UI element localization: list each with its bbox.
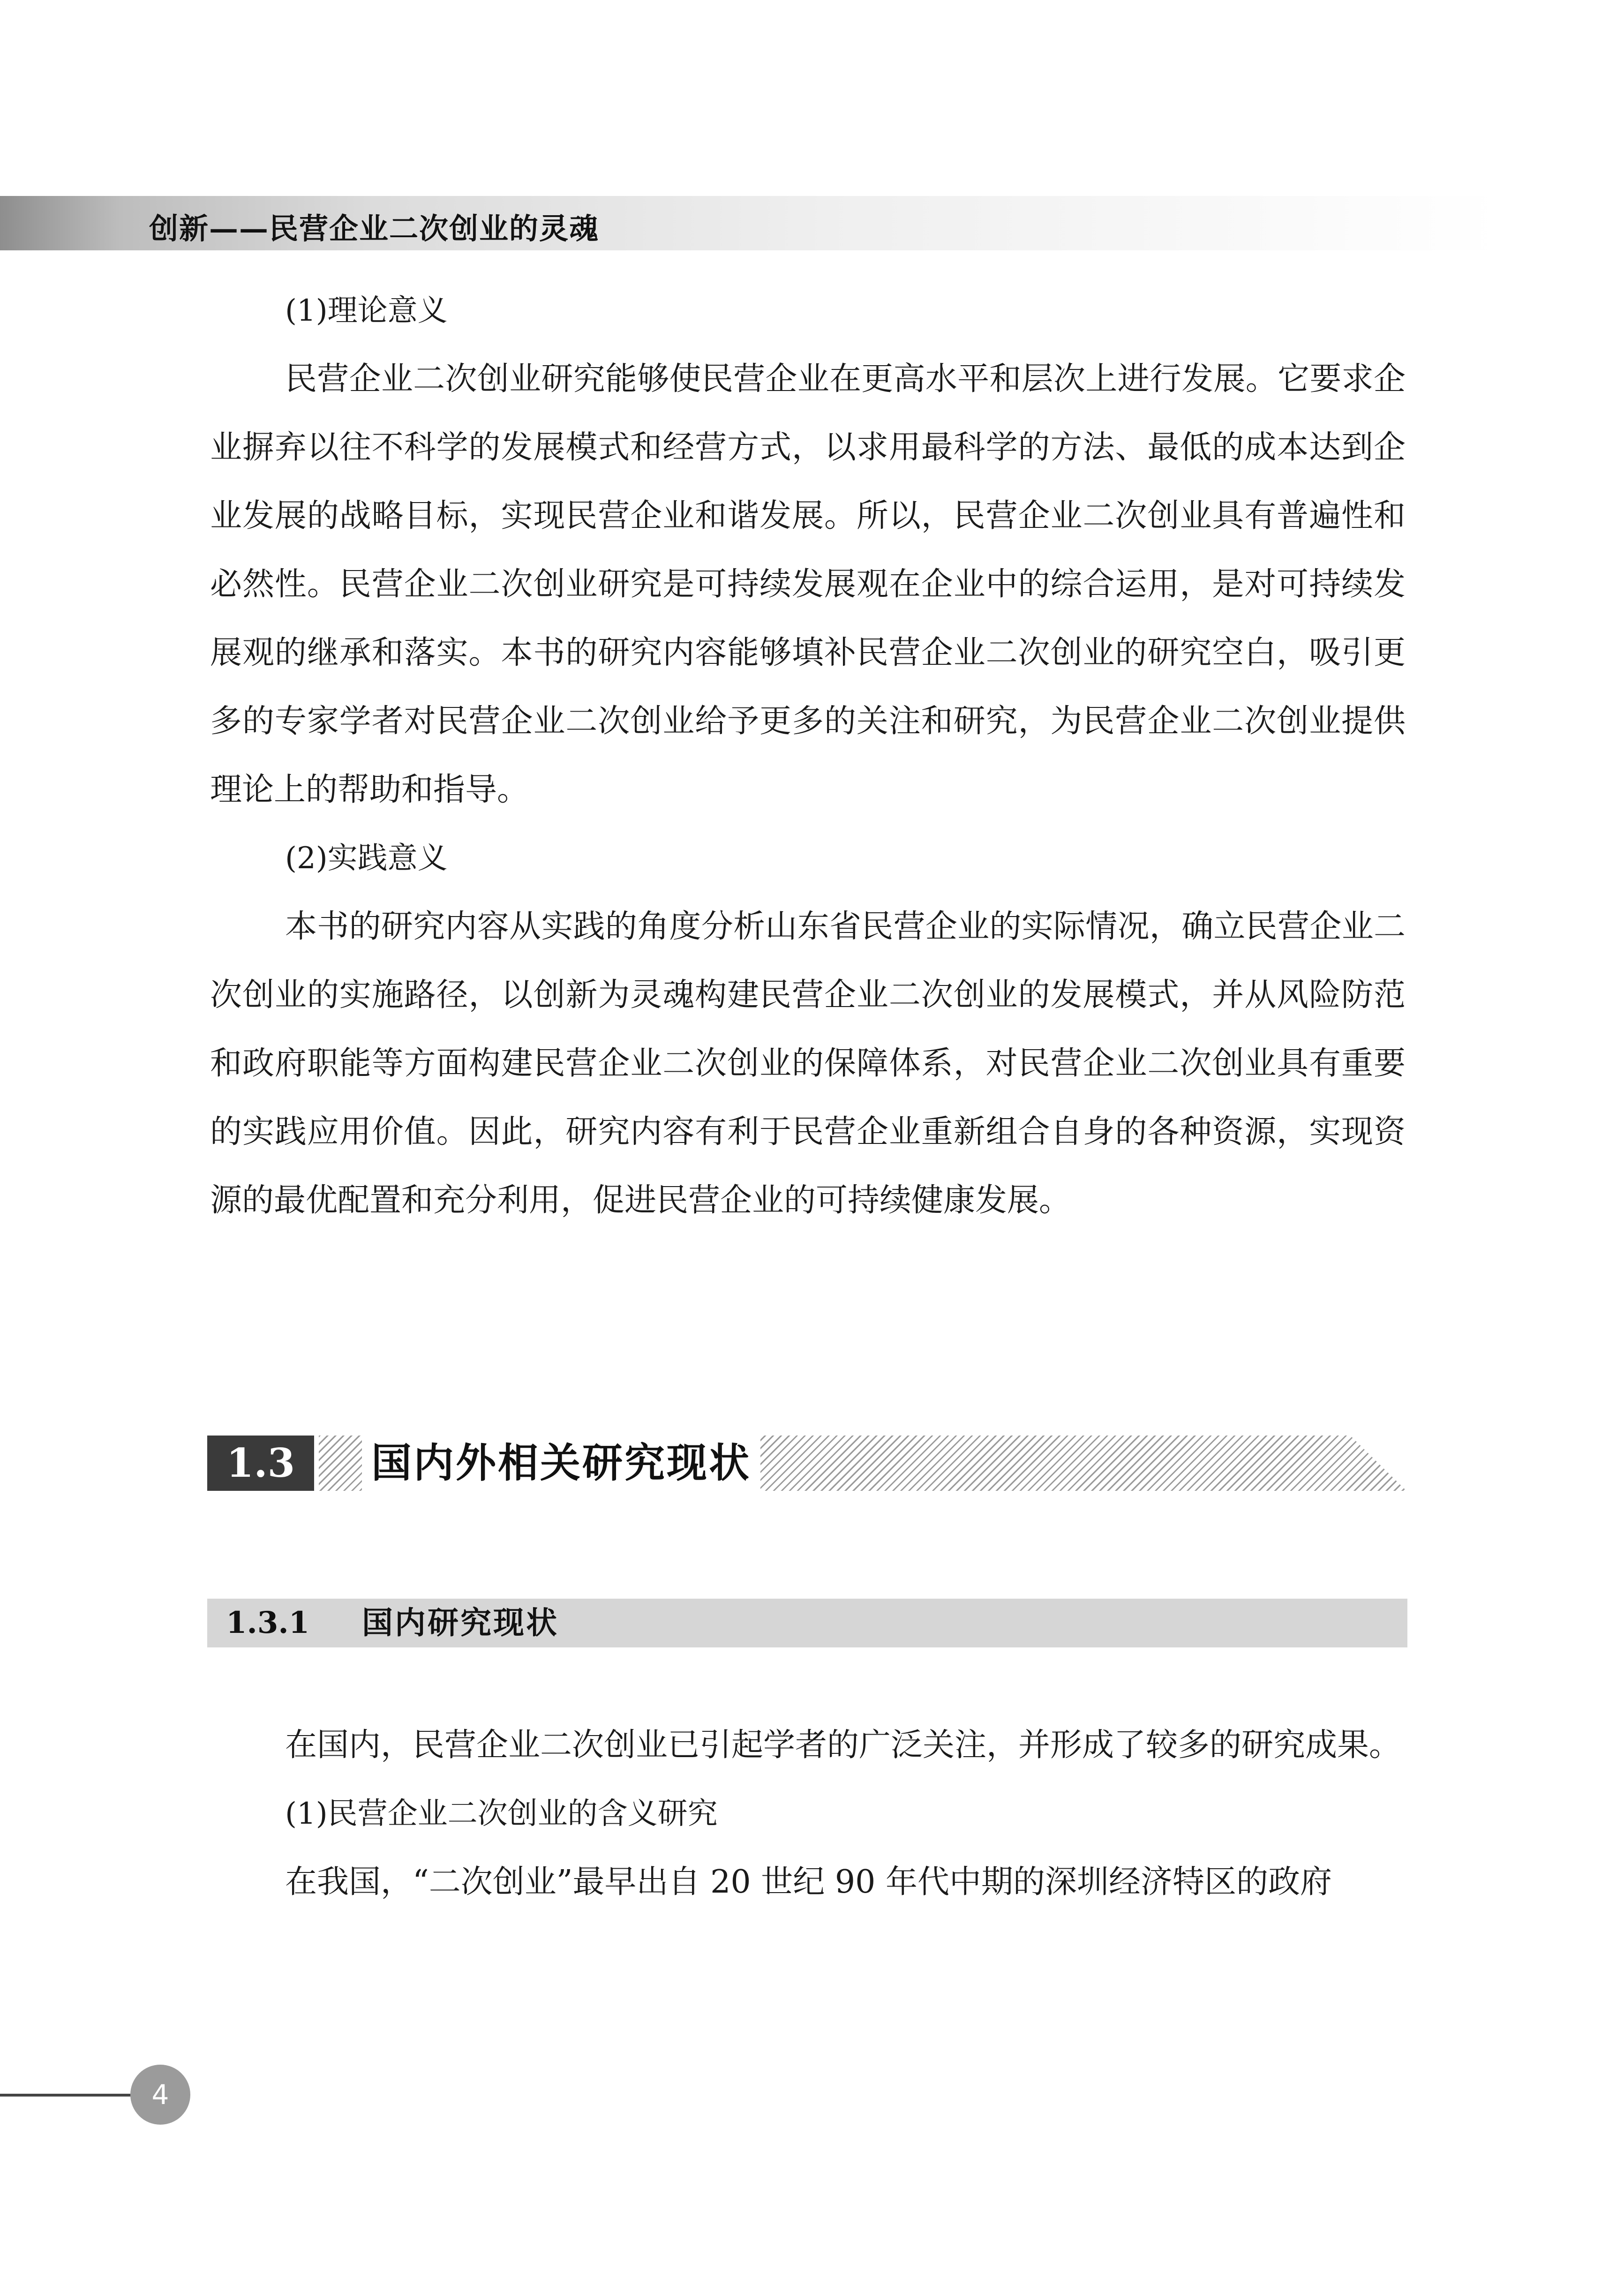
subsection-text-block (210, 1711, 1406, 1917)
paragraph-practical: 本书的研究内容从实践的角度分析山东省民营企业的实际情况，确立民营企业二次创业的实施路径，以创新为灵魂构建民营企业二次创业的发展模式，并从风险防范和政府职能等方面构建民营企业二次创业的保障体系，对民营企业二次创业具有重要的实践应用价值。因此，研究内容有利于民营企业重新组合自身的各种资源，实现资源的最优配置和充分利用，促进民营企业的可持续健康发展。 (210, 908, 1406, 1219)
section-title-1-3: 国内外相关研究现状 (362, 1436, 760, 1491)
main-text-block (210, 277, 1406, 1235)
item-label-practical: (2)实践意义 (285, 841, 448, 876)
paragraph-theoretical: 民营企业二次创业研究能够使民营企业在更高水平和层次上进行发展。它要求企业摒弃以往不科学的发展模式和经营方式，以求用最科学的方法、最低的成本达到企业发展的战略目标，实现民营企业和谐发展。所以，民营企业二次创业具有普遍性和必然性。民营企业二次创业研究是可持续发展观在企业中的综合运用，是对可持续发展观的继承和落实。本书的研究内容能够填补民营企业二次创业的研究空白，吸引更多的专家学者对民营企业二次创业给予更多的关注和研究，为民营企业二次创业提供理论上的帮助和指导。 (210, 361, 1406, 808)
subsection-number-1-3-1: 1.3.1 (226, 1605, 310, 1640)
section-number-1-3: 1.3 (207, 1436, 314, 1491)
paragraph-meaning-research: 在我国，“二次创业”最早出自 20 世纪 90 年代中期的深圳经济特区的政府 (285, 1864, 1332, 1901)
paragraph-domestic-intro: 在国内，民营企业二次创业已引起学者的广泛关注，并形成了较多的研究成果。 (285, 1727, 1401, 1764)
footer-rule (0, 2094, 136, 2097)
section-heading-1-3 (207, 1436, 1407, 1491)
subsection-title-1-3-1: 国内研究现状 (362, 1605, 559, 1641)
subsection-heading-1-3-1 (207, 1599, 1407, 1647)
running-header-title: 创新——民营企业二次创业的灵魂 (149, 211, 600, 246)
page-number-badge: 4 (130, 2065, 190, 2125)
item-label-meaning-research: (1)民营企业二次创业的含义研究 (285, 1796, 718, 1831)
item-label-theoretical: (1)理论意义 (285, 293, 448, 328)
